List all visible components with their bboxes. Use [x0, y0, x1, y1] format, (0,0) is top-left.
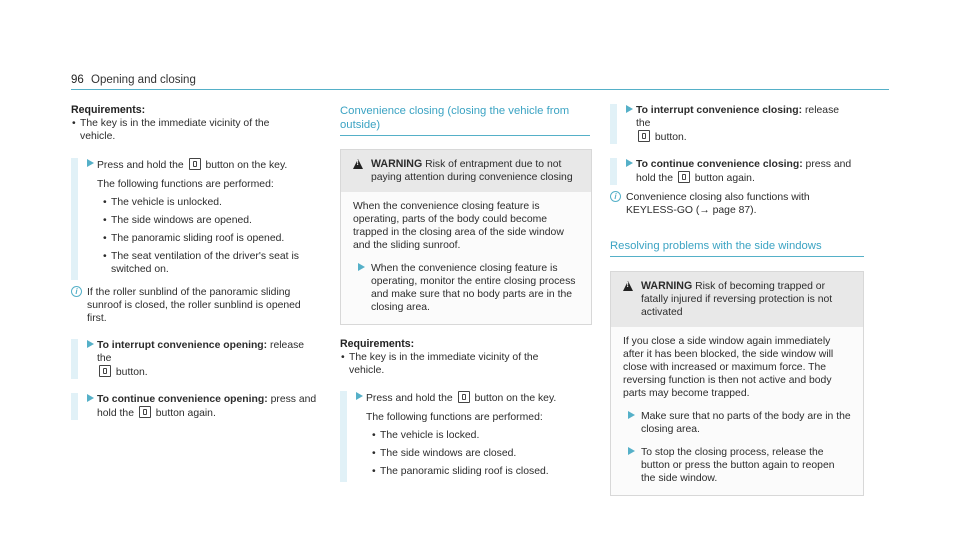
column-middle: [340, 104, 586, 482]
list-item: • The panoramic sliding roof is closed.: [371, 465, 586, 478]
key-lock-icon: [458, 391, 470, 403]
warning-icon: [353, 159, 363, 169]
arrow-right-icon: [626, 159, 633, 167]
arrow-right-icon: [87, 394, 94, 402]
column-left: [71, 104, 317, 420]
list-item: • The seat ventilation of the driver's seat is switched on.: [102, 250, 302, 276]
warning-box: [610, 271, 864, 496]
warning-header: ! WARNING Risk of becoming trapped or fatally injured if reversing protection is not activated: [611, 272, 863, 327]
step-continue-opening: To continue convenience opening: press and hold the button again.: [71, 393, 317, 420]
info-icon: i: [610, 191, 621, 202]
warning-body: When the convenience closing feature is operating, parts of the body could become trapped in the closing area of the side window and the sliding sunroof. When the convenience closing feature is operating, monitor the entire closing process and make sure that no body parts are in the closing area.: [341, 192, 591, 324]
page-number: 96: [71, 74, 84, 86]
step-text: Press and hold the button on the key.: [97, 160, 288, 171]
section-title-convenience-closing: Convenience closing (closing the vehicle from outside): [340, 104, 590, 136]
step-press-hold-unlock: [71, 158, 317, 280]
functions-intro: The following functions are performed:: [97, 179, 274, 190]
section-title-side-windows: Resolving problems with the side windows: [610, 239, 864, 257]
step-interrupt-closing: To interrupt convenience closing: release the button.: [610, 104, 856, 144]
step-interrupt-opening: To interrupt convenience opening: release the button.: [71, 339, 317, 379]
list-item: • The panoramic sliding roof is opened.: [102, 232, 317, 245]
warning-body: If you close a side window again immediately after it has been blocked, the side window will close with increased or maximum force. The reversing function is then not active and body parts may become trapped. Make sure that no parts of the body are in the closing area. To stop the closing process, release the button or press the button again to reopen the side window.: [611, 327, 863, 495]
warning-step: When the convenience closing feature is operating, monitor the entire closing process and make sure that no body parts are in the closing area.: [353, 262, 579, 314]
info-note: i Convenience closing also functions with KEYLESS-GO (→ page 87).: [610, 191, 840, 217]
list-item: • The vehicle is locked.: [371, 429, 586, 442]
requirements-item: • The key is in the immediate vicinity of the vehicle.: [340, 351, 550, 377]
arrow-right-icon: [626, 105, 633, 113]
arrow-right-icon: [628, 447, 635, 455]
arrow-right-icon: [358, 263, 365, 271]
key-unlock-icon: [99, 365, 111, 377]
page-header: [71, 74, 889, 90]
page-title: Opening and closing: [91, 74, 196, 86]
arrow-right-icon: [87, 159, 94, 167]
warning-step: To stop the closing process, release the button or press the button again to reopen the side window.: [623, 446, 851, 485]
key-lock-icon: [638, 130, 650, 142]
column-right: [610, 104, 856, 496]
requirements-title: Requirements:: [340, 338, 415, 350]
list-item: • The side windows are closed.: [371, 447, 586, 460]
list-item: • The vehicle is unlocked.: [102, 196, 317, 209]
arrow-right-icon: [356, 392, 363, 400]
warning-box: [340, 149, 592, 325]
arrow-right-icon: [87, 340, 94, 348]
info-icon: i: [71, 286, 82, 297]
requirements-item: • The key is in the immediate vicinity of the vehicle.: [71, 117, 271, 143]
requirements-title: Requirements:: [71, 104, 146, 116]
functions-intro: The following functions are performed:: [366, 412, 543, 423]
key-lock-icon: [678, 171, 690, 183]
step-continue-closing: To continue convenience closing: press and hold the button again.: [610, 158, 856, 185]
list-item: • The side windows are opened.: [102, 214, 317, 227]
key-unlock-icon: [139, 406, 151, 418]
warning-icon: [623, 281, 633, 291]
info-note: i If the roller sunblind of the panoramic sliding sunroof is closed, the roller sunblind is opened first.: [71, 286, 311, 325]
key-unlock-icon: [189, 158, 201, 170]
arrow-right-icon: [628, 411, 635, 419]
step-press-hold-lock: Press and hold the button on the key. The following functions are performed: • The vehicle is locked. • The side windows are closed. • The panoramic sliding roof is closed.: [340, 391, 586, 482]
warning-header: ! WARNING Risk of entrapment due to not paying attention during convenience closing: [341, 150, 591, 192]
warning-step: Make sure that no parts of the body are in the closing area.: [623, 410, 851, 436]
